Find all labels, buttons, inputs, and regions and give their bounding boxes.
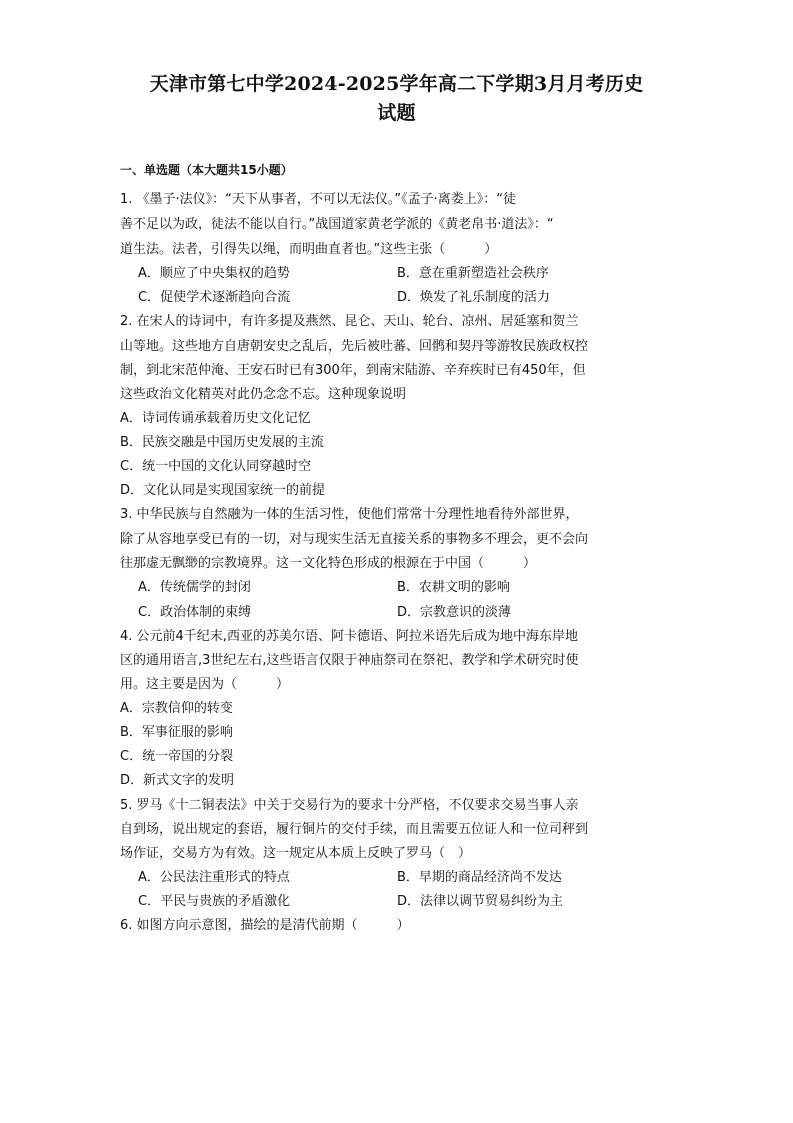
question-5-line: 场作证，交易方为有效。这一规定从本质上反映了罗马（ ） bbox=[120, 846, 472, 861]
option-c[interactable]: C．平民与贵族的矛盾激化 bbox=[138, 894, 291, 909]
option-b[interactable]: B．农耕文明的影响 bbox=[397, 580, 510, 595]
question-3-line: 往那虚无飘缈的宗教境界。这一文化特色形成的根源在于中国（ ） bbox=[120, 556, 537, 571]
question-1-line: 1. 《墨子·法仪》：“天下从事者，不可以无法仪。”《孟子·离娄上》：“徒 bbox=[120, 192, 517, 207]
option-a[interactable]: A．顺应了中央集权的趋势 bbox=[138, 266, 290, 281]
question-2-line: 山等地。这些地方自唐朝安史之乱后，先后被吐蕃、回鹘和契丹等游牧民族政权控 bbox=[120, 339, 589, 354]
title-line-1: 天津市第七中学2024-2025学年高二下学期3月月考历史 bbox=[149, 73, 644, 95]
question-2-line: 制，到北宋范仲淹、王安石时已有300年，到南宋陆游、辛弃疾时已有450年，但 bbox=[120, 363, 586, 378]
option-b[interactable]: B．早期的商品经济尚不发达 bbox=[397, 870, 562, 885]
question-6-line: 6. 如图方向示意图，描绘的是清代前期（ ） bbox=[120, 918, 410, 933]
option-a[interactable]: A．传统儒学的封闭 bbox=[138, 580, 251, 595]
question-1-line: 善不足以为政，徒法不能以自行。”战国道家黄老学派的《黄老帛书·道法》：“ bbox=[120, 217, 554, 232]
question-4-line: 用。这主要是因为（ ） bbox=[120, 677, 290, 692]
option-d[interactable]: D．文化认同是实现国家统一的前提 bbox=[120, 483, 326, 498]
question-4-line: 区的通用语言,3世纪左右,这些语言仅限于神庙祭司在祭祀、教学和学术研究时使 bbox=[120, 653, 579, 668]
question-5-line: 自到场，说出规定的套语，履行铜片的交付手续，而且需要五位证人和一位司秤到 bbox=[120, 822, 589, 837]
option-c[interactable]: C．统一帝国的分裂 bbox=[120, 749, 234, 764]
question-3-line: 3. 中华民族与自然融为一体的生活习性，使他们常常十分理性地看待外部世界， bbox=[120, 507, 579, 522]
question-3-line: 除了从容地享受已有的一切，对与现实生活无直接关系的事物多不理会，更不会向 bbox=[120, 532, 589, 547]
option-b[interactable]: B．军事征服的影响 bbox=[120, 725, 233, 740]
option-d[interactable]: D．法律以调节贸易纠纷为主 bbox=[397, 894, 564, 909]
option-d[interactable]: D．宗教意识的淡薄 bbox=[397, 605, 512, 620]
question-1-line: 道生法。法者，引得失以绳，而明曲直者也。”这些主张（ ） bbox=[120, 242, 498, 257]
option-d[interactable]: D．焕发了礼乐制度的活力 bbox=[397, 290, 551, 305]
option-d[interactable]: D．新式文字的发明 bbox=[120, 773, 235, 788]
question-4-line: 4. 公元前4千纪末,西亚的苏美尔语、阿卡德语、阿拉米语先后成为地中海东岸地 bbox=[120, 629, 578, 644]
question-2-line: 2. 在宋人的诗词中，有许多提及燕然、昆仑、天山、轮台、凉州、居延塞和贺兰 bbox=[120, 314, 579, 329]
option-a[interactable]: A．诗词传诵承载着历史文化记忆 bbox=[120, 411, 311, 426]
question-5-line: 5. 罗马《十二铜表法》中关于交易行为的要求十分严格，不仅要求交易当事人亲 bbox=[120, 798, 579, 813]
title-line-2: 试题 bbox=[377, 102, 416, 124]
option-a[interactable]: A．公民法注重形式的特点 bbox=[138, 870, 290, 885]
option-a[interactable]: A．宗教信仰的转变 bbox=[120, 701, 233, 716]
question-2-line: 这些政治文化精英对此仍念念不忘。这种现象说明 bbox=[120, 387, 407, 402]
section-heading: 一、单选题（本大题共15小题） bbox=[120, 163, 293, 177]
option-c[interactable]: C．促使学术逐渐趋向合流 bbox=[138, 290, 291, 305]
option-c[interactable]: C．政治体制的束缚 bbox=[138, 605, 252, 620]
option-c[interactable]: C．统一中国的文化认同穿越时空 bbox=[120, 459, 312, 474]
option-b[interactable]: B．民族交融是中国历史发展的主流 bbox=[120, 435, 324, 450]
option-b[interactable]: B．意在重新塑造社会秩序 bbox=[397, 266, 549, 281]
